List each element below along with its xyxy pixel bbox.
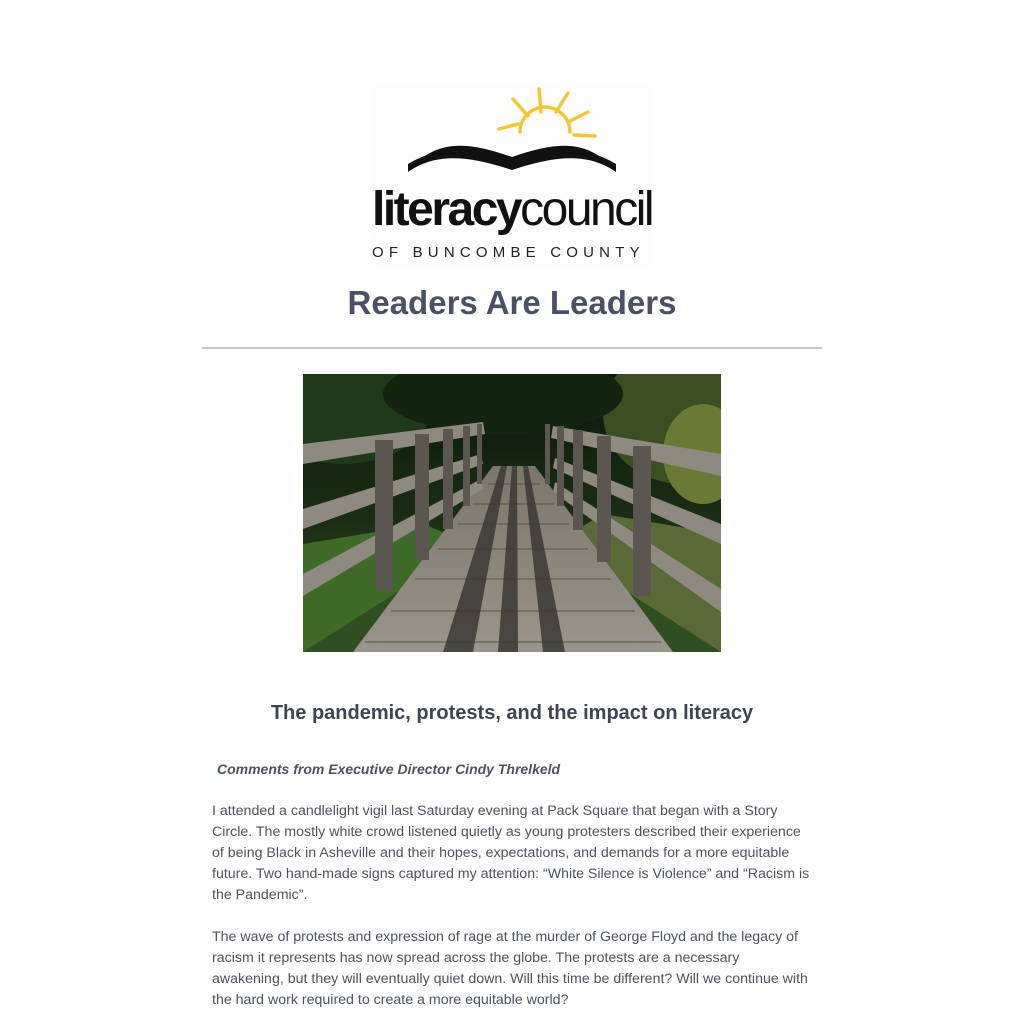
article-paragraph: The wave of protests and expression of rage at the murder of George Floyd and the legacy of racism it represents has now spread across the globe. The protests are a necessary awakening, but they will eventually quiet down. Will this time be different? Will we continue with the hard work required to create a more equitable world? xyxy=(212,929,808,1008)
logo-wordmark-bold: literacy xyxy=(372,183,521,236)
logo-subtitle: OF BUNCOMBE COUNTY xyxy=(372,244,645,261)
logo-wordmark xyxy=(372,184,654,236)
divider xyxy=(202,347,822,349)
literacy-council-logo xyxy=(372,84,652,266)
bridge-photo-icon xyxy=(303,374,721,652)
article-title: The pandemic, protests, and the impact on literacy xyxy=(270,702,754,724)
logo-wordmark-light: council xyxy=(520,183,653,236)
newsletter-title: Readers Are Leaders xyxy=(347,284,677,321)
article-paragraph: I attended a candlelight vigil last Saturday evening at Pack Square that began with a Story Circle. The mostly white crowd listened quietly as young protesters described their experience of being Black in Asheville and their hopes, expectations, and demands for a more equitable future. Two hand-made signs captured my attention: “White Silence is Violence” and “Racism is the Pandemic”. xyxy=(212,803,810,903)
article-byline: Comments from Executive Director Cindy Threlkeld xyxy=(217,761,561,777)
hero-image-bridge xyxy=(303,374,721,652)
sun-and-book-icon xyxy=(372,84,652,184)
